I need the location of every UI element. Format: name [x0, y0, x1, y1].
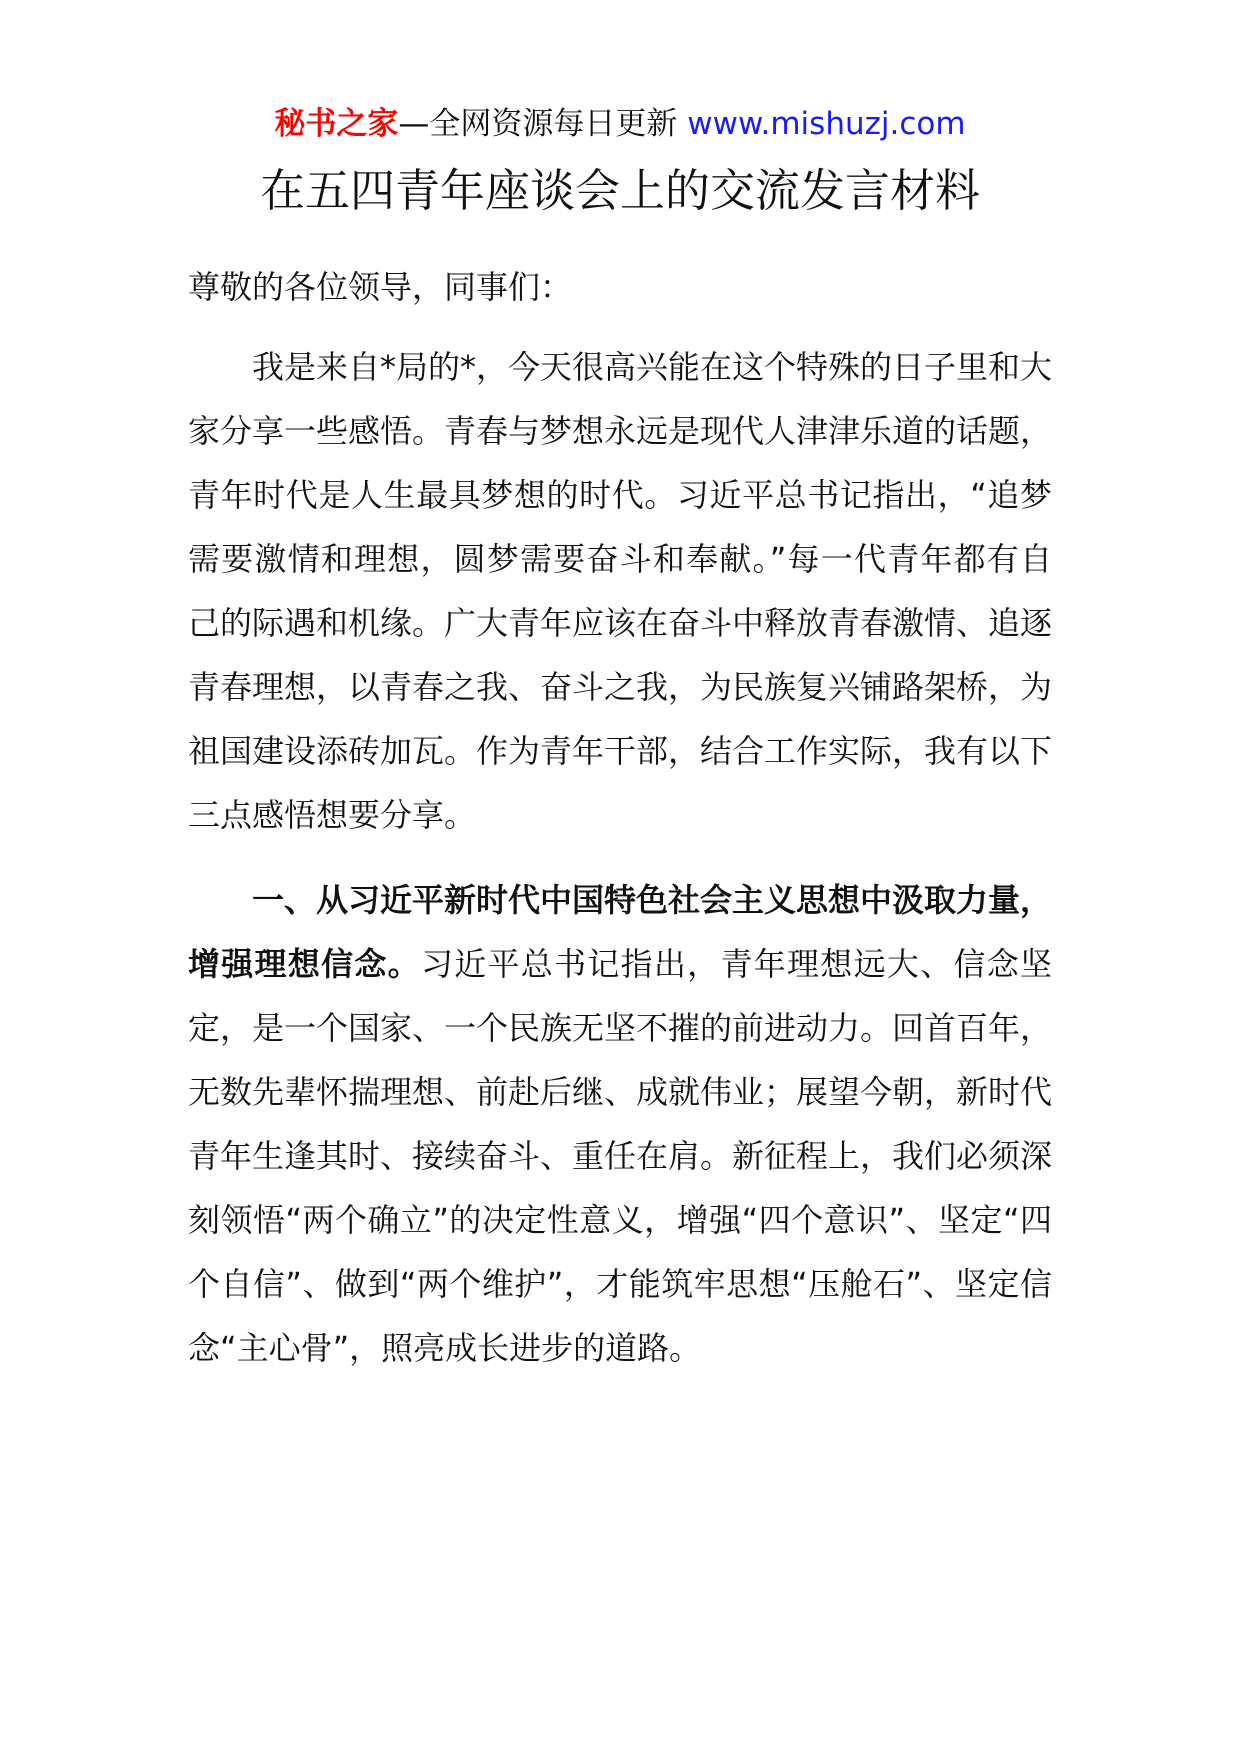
paragraph-text: 我是来自*局的*，今天很高兴能在这个特殊的日子里和大家分享一些感悟。青春与梦想永远是现代人津津乐道的话题，青年时代是人生最具梦想的时代。习近平总书记指出，“追梦需要激情和理想，圆梦需要奋斗和奉献。”每一代青年都有自己的际遇和机缘。广大青年应该在奋斗中释放青春激情、追逐青春理想，以青春之我、奋斗之我，为民族复兴铺路架桥，为祖国建设添砖加瓦。作为青年干部，结合工作实际，我有以下三点感悟想要分享。 [188, 348, 1053, 834]
document-title: 在五四青年座谈会上的交流发言材料 [259, 164, 980, 217]
salutation: 尊敬的各位领导，同事们： [188, 268, 573, 306]
site-url-link[interactable]: www.mishuzj.com [687, 106, 966, 142]
paragraph-intro [188, 335, 1052, 847]
paragraph-text: 习近平总书记指出，青年理想远大、信念坚定，是一个国家、一个民族无坚不摧的前进动力。回首百年，无数先辈怀揣理想、前赴后继、成就伟业；展望今朝，新时代青年生逢其时、接续奋斗、重任在肩。新征程上，我们必须深刻领悟“两个确立”的决定性意义，增强“四个意识”、坚定“四个自信”、做到“两个维护”，才能筑牢思想“压舱石”、坚定信念“主心骨”，照亮成长进步的道路。 [188, 945, 1053, 1367]
brand-name: 秘书之家 [274, 106, 399, 142]
site-header [0, 104, 1240, 144]
paragraph-section-one [188, 868, 1052, 1380]
section-heading: 一、从习近平新时代中国特色社会主义思想中汲取力量，增强理想信念。 [188, 881, 1053, 983]
site-tagline: —全网资源每日更新 [398, 106, 688, 142]
